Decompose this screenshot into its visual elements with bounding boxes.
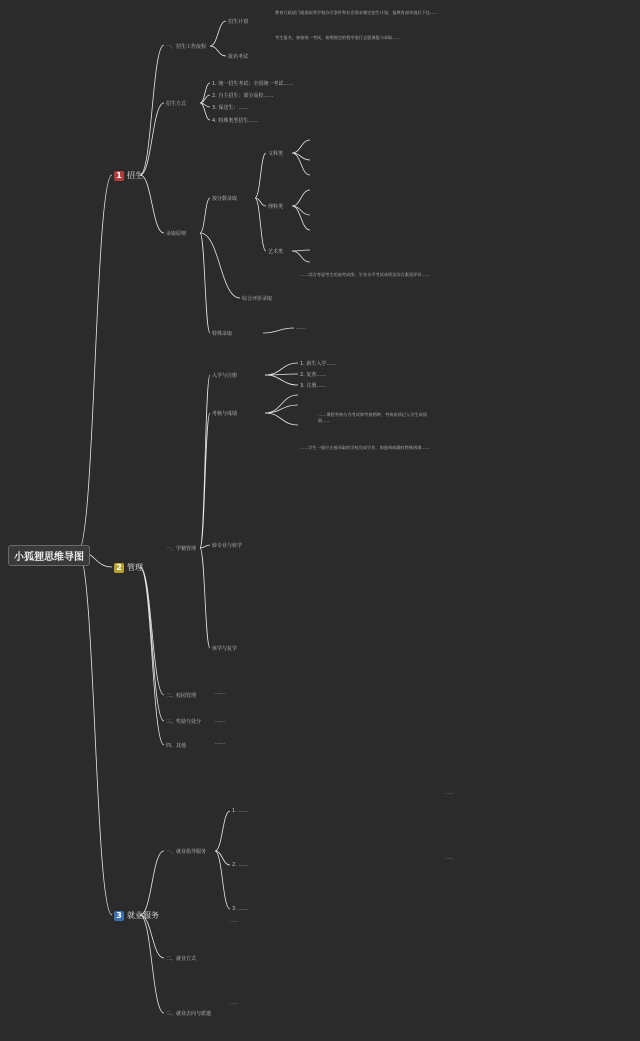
l1	[210, 21, 226, 46]
b1-c1-g1[interactable]: 招生计划	[228, 19, 249, 25]
l-leaf-6	[292, 250, 310, 251]
b3-c1-g3[interactable]: 3. ……	[232, 906, 249, 912]
branch-2-badge: 2	[114, 563, 124, 573]
link-b1-c0	[140, 45, 164, 175]
l-b3c-2	[140, 915, 164, 1013]
l5	[200, 233, 210, 333]
b1-c2-g2[interactable]: 2. 自主招生：部分高校……	[212, 93, 274, 99]
branch-3-label: 就业服务	[127, 911, 159, 920]
b2-c1-g3[interactable]: 转专业与转学	[212, 543, 243, 549]
b2-c1-g2[interactable]: 考核与成绩	[212, 411, 238, 417]
b3-c3-note: ……	[230, 1000, 239, 1005]
l-b2g1-2	[265, 375, 298, 385]
b2-c1-g2-note: ……课程考核分为考试和考查两种，考核成绩记入学生成绩册……	[318, 412, 427, 423]
l2	[210, 46, 226, 56]
b1-c3-g2[interactable]: 综合评价录取	[242, 296, 273, 302]
l-b2g2-2	[265, 413, 298, 425]
l-b2c1-2	[200, 545, 210, 548]
l-leaf-5	[292, 206, 310, 230]
l-leaf-7	[292, 251, 310, 262]
l-b1c2-3	[200, 103, 210, 120]
b1-c1-g2-note: 考生报名，参加统一考试，按照规定的程序进行志愿填报与录取……	[275, 35, 401, 40]
root-node[interactable]	[8, 545, 90, 566]
l-leaf-0	[292, 140, 310, 153]
l-b3g-2	[215, 851, 230, 909]
l-leaf-4	[292, 206, 310, 215]
b1-c2-g1[interactable]: 1. 统一招生考试：全国统一考试……	[212, 81, 294, 87]
b1-c1-g1-note: 教育行政部门根据高等学校办学条件和社会需求制定招生计划，报教育部审批后下达……	[275, 10, 439, 15]
b2-c2[interactable]: 二、校园管理	[166, 693, 197, 699]
b1-c3[interactable]: 录取原则	[166, 231, 187, 237]
l-b2g2-0	[265, 395, 298, 413]
b3-c2[interactable]: 二、就业方式	[166, 956, 197, 962]
l-b2c-2	[140, 567, 164, 745]
branch-1[interactable]	[114, 170, 143, 181]
b2-c1-g1-b[interactable]: 2. 复查……	[300, 372, 327, 378]
branch-2-label: 管理	[127, 563, 143, 572]
b3-c1-g1-note: ……	[445, 790, 454, 795]
branch-1-badge: 1	[114, 171, 124, 181]
b3-c3[interactable]: 三、就业去向与派遣	[166, 1011, 212, 1017]
b2-c1-g1-c[interactable]: 3. 注册……	[300, 383, 327, 389]
l-b2c1-3	[200, 548, 210, 648]
b2-c1-g3-note: ……学生一般应在被录取的学校完成学业，如患病或确有特殊困难……	[300, 445, 430, 450]
l-b2c1-1	[200, 413, 210, 548]
b1-c3-g1[interactable]: 按分数录取	[212, 196, 238, 202]
b2-c4-g1[interactable]: ……	[215, 740, 225, 746]
b1-c3-g1-b[interactable]: 理科类	[268, 204, 284, 210]
b1-c2-g4[interactable]: 4. 特殊类型招生……	[212, 118, 259, 124]
b1-c3-g1-a[interactable]: 文科类	[268, 151, 284, 157]
b1-c1[interactable]: 一、招生工作流程	[166, 44, 207, 50]
l-b3c-0	[140, 851, 164, 915]
b1-c3-g1-c[interactable]: 艺术类	[268, 249, 284, 255]
b2-c3-g1[interactable]: ……	[215, 718, 225, 724]
b2-c3[interactable]: 三、奖励与处分	[166, 719, 202, 725]
branch-1-label: 招生	[127, 171, 143, 180]
l3	[200, 198, 210, 233]
b3-c1-g2[interactable]: 2. ……	[232, 862, 249, 868]
branch-3[interactable]	[114, 910, 159, 921]
b2-c1[interactable]: 一、学籍管理	[166, 546, 197, 552]
l-b2c1-0	[200, 375, 210, 548]
b1-c3-g2-note: ……综合考虑考生的高考成绩、学业水平考试成绩及综合素质评价……	[300, 272, 430, 277]
b2-c2-g1[interactable]: ……	[215, 690, 225, 696]
branch-3-badge: 3	[114, 911, 124, 921]
link-b1-c2	[140, 175, 164, 233]
l-b2c-0	[140, 567, 164, 695]
b3-c1-g2-note: ……	[445, 855, 454, 860]
l-b2c-1	[140, 567, 164, 721]
b1-c3-g3-a[interactable]: ……	[296, 325, 306, 331]
b3-c1-g1[interactable]: 1. ……	[232, 808, 249, 814]
l-leaf-3	[292, 190, 310, 206]
l4	[200, 233, 240, 298]
branch-2[interactable]	[114, 562, 143, 573]
l-b2g1-0	[265, 363, 298, 375]
l-b1c2-0	[200, 83, 210, 103]
l-b3g-0	[215, 811, 230, 851]
b1-c3-g3[interactable]: 特殊录取	[212, 331, 233, 337]
b1-c2-g3[interactable]: 3. 保送生：……	[212, 105, 249, 111]
b1-c2[interactable]: 招生方式	[166, 101, 187, 107]
b2-c1-g1-a[interactable]: 1. 新生入学……	[300, 361, 337, 367]
b3-c2-note: ……	[230, 918, 239, 923]
b3-c1[interactable]: 一、就业指导服务	[166, 849, 207, 855]
link-root-b3	[78, 551, 112, 915]
l-b3c-1	[140, 915, 164, 958]
l6	[263, 328, 294, 333]
link-root-b1	[78, 175, 112, 551]
b1-c1-g2[interactable]: 报名考试	[228, 54, 249, 60]
root-title: 小狐狸思维导图	[14, 552, 84, 563]
l-b2g2-1	[265, 405, 298, 413]
l-b1c3g1-0	[255, 153, 266, 198]
b2-c1-g4[interactable]: 休学与复学	[212, 646, 238, 652]
b2-c1-g1[interactable]: 入学与注册	[212, 373, 238, 379]
b2-c4[interactable]: 四、其他	[166, 743, 187, 749]
